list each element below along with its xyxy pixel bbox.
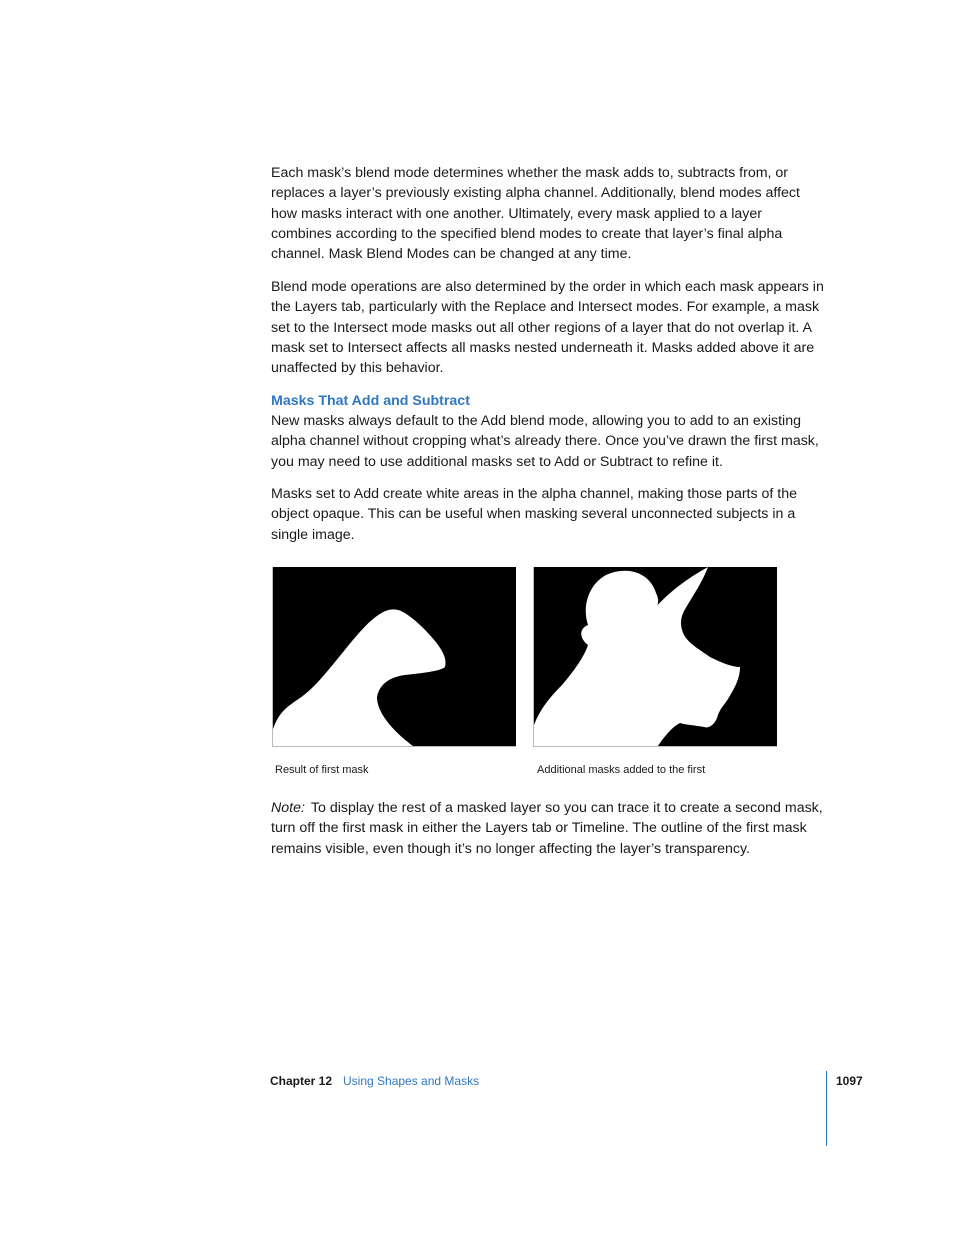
paragraph-add-mode [271, 411, 826, 472]
paragraph-blend-order [271, 277, 826, 378]
note-text: To display the rest of a masked layer so you can trace it to create a second mask, turn off the first mask in either the Layers tab or Timeline. The outline of the first mask remains visible, even though it’s no longer affecting the layer’s transparency. [271, 800, 823, 857]
note-paragraph [271, 798, 826, 859]
note-body [271, 798, 826, 859]
paragraph-text: New masks always default to the Add blend mode, allowing you to add to an existing alpha channel without cropping what’s already there. Once you’ve drawn the first mask, you may need to use additional masks set to Add or Subtract to refine it. [271, 413, 819, 470]
footer-divider [826, 1071, 827, 1146]
paragraph-text: Blend mode operations are also determined by the order in which each mask appears in the Layers tab, particularly with the Replace and Intersect modes. For example, a mask set to the Intersect mode masks out all other regions of a layer that do not overlap it. A mask set to Intersect affects all masks nested underneath it. Masks added above it are unaffected by this behavior. [271, 279, 824, 377]
footer-chapter-title-link[interactable]: Using Shapes and Masks [343, 1074, 480, 1088]
figure-caption: Additional masks added to the first [537, 764, 706, 776]
first-mask-image [272, 567, 516, 747]
footer-chapter-label: Chapter 12 [270, 1074, 333, 1088]
figure-caption: Result of first mask [275, 764, 369, 776]
paragraph-text: Each mask’s blend mode determines whether the mask adds to, subtracts from, or replaces a layer’s previously existing alpha channel. Additionally, blend modes affect how masks interact with one another. Ultimately, every mask applied to a layer combines according to the specified blend modes to create that layer’s final alpha channel. Mask Blend Modes can be changed at any time. [271, 165, 800, 263]
paragraph-text: Masks set to Add create white areas in the alpha channel, making those parts of the object opaque. This can be useful when masking several unconnected subjects in a single image. [271, 486, 798, 543]
paragraph-add-white-areas [271, 484, 826, 545]
additional-masks-image [533, 567, 777, 747]
paragraph-blend-mode-intro [271, 163, 826, 264]
page-number: 1097 [836, 1074, 863, 1088]
note-label: Note: [271, 800, 305, 816]
section-heading: Masks That Add and Subtract [271, 393, 470, 409]
